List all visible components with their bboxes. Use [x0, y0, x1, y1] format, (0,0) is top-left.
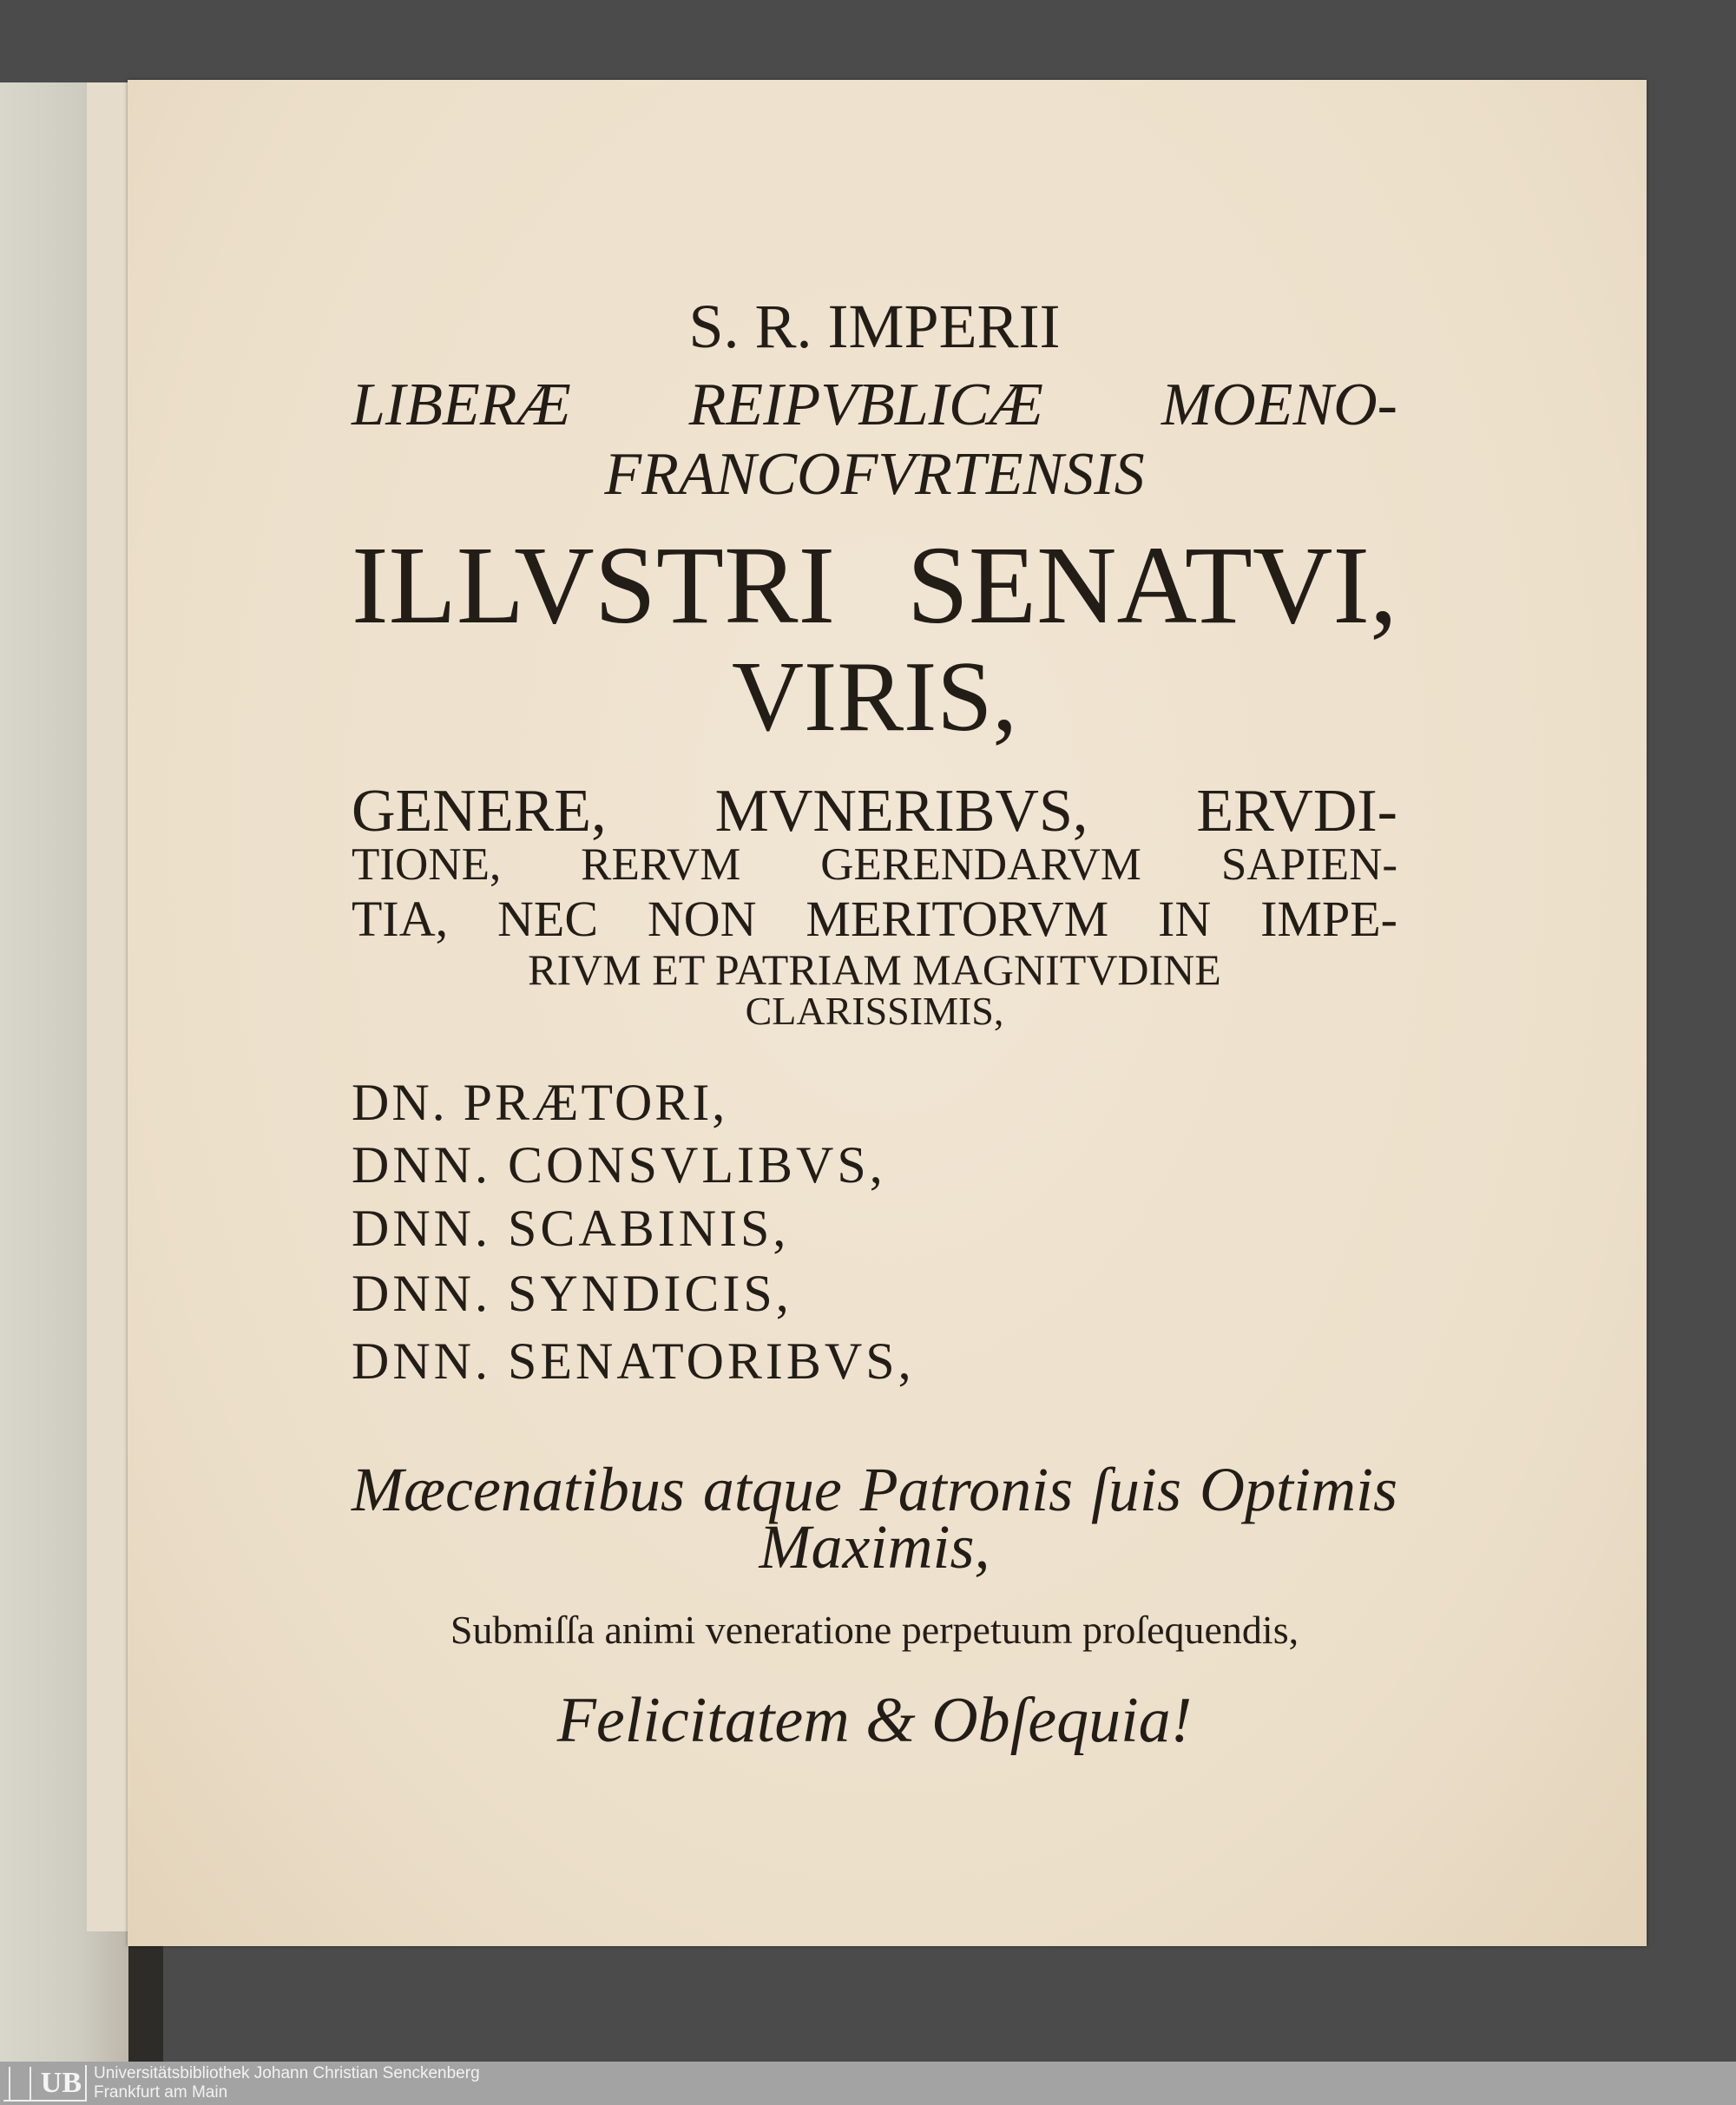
- book-spine: [128, 1944, 163, 2062]
- addressee-syndicis: DNN. SYNDICIS,: [352, 1265, 792, 1322]
- addressee-scabinis: DNN. SCABINIS,: [352, 1200, 790, 1257]
- body-line-3: TIA, NEC NON MERITORVM IN IMPE-: [352, 891, 1397, 947]
- title-line-1: S. R. IMPERII: [688, 292, 1061, 361]
- library-footer: [0, 2062, 1736, 2105]
- ub-logo: [3, 2065, 87, 2102]
- addressee-senatoribus: DNN. SENATORIBVS,: [352, 1332, 915, 1390]
- body-line-5: CLARISSIMIS,: [745, 989, 1004, 1033]
- closing-line: Felicitatem & Obſequia!: [556, 1685, 1193, 1756]
- dedication-line-1: Mæcenatibus atque Patronis ſuis Optimis: [352, 1455, 1397, 1524]
- dedication-line-2: Maximis,: [759, 1512, 990, 1582]
- footer-line-2: Frankfurt am Main: [94, 2083, 228, 2102]
- title-line-5: VIRIS,: [731, 641, 1018, 752]
- previous-page-edge: [87, 82, 128, 1931]
- footer-text: [94, 2064, 480, 2102]
- body-line-4: RIVM ET PATRIAM MAGNITVDINE: [528, 945, 1221, 994]
- addressee-praetori: DN. PRÆTORI,: [352, 1074, 728, 1131]
- body-line-2: TIONE, RERVM GERENDARVM SAPIEN-: [352, 839, 1397, 890]
- library-logo-icon: [9, 2067, 31, 2102]
- dedication-line-3: Submiſſa animi veneratione perpetuum proſequendis,: [450, 1608, 1299, 1652]
- title-line-4: ILLVSTRI SENATVI,: [352, 523, 1397, 647]
- body-line-1: GENERE, MVNERIBVS, ERVDI-: [352, 778, 1397, 845]
- footer-line-1: Universitätsbibliothek Johann Christian Senckenberg: [94, 2064, 480, 2082]
- title-line-3: FRANCOFVRTENSIS: [604, 441, 1145, 508]
- addressee-consulibus: DNN. CONSVLIBVS,: [352, 1136, 886, 1194]
- logo-text: UB: [40, 2067, 82, 2099]
- title-line-2: LIBERÆ REIPVBLICÆ MOENO-: [352, 372, 1397, 438]
